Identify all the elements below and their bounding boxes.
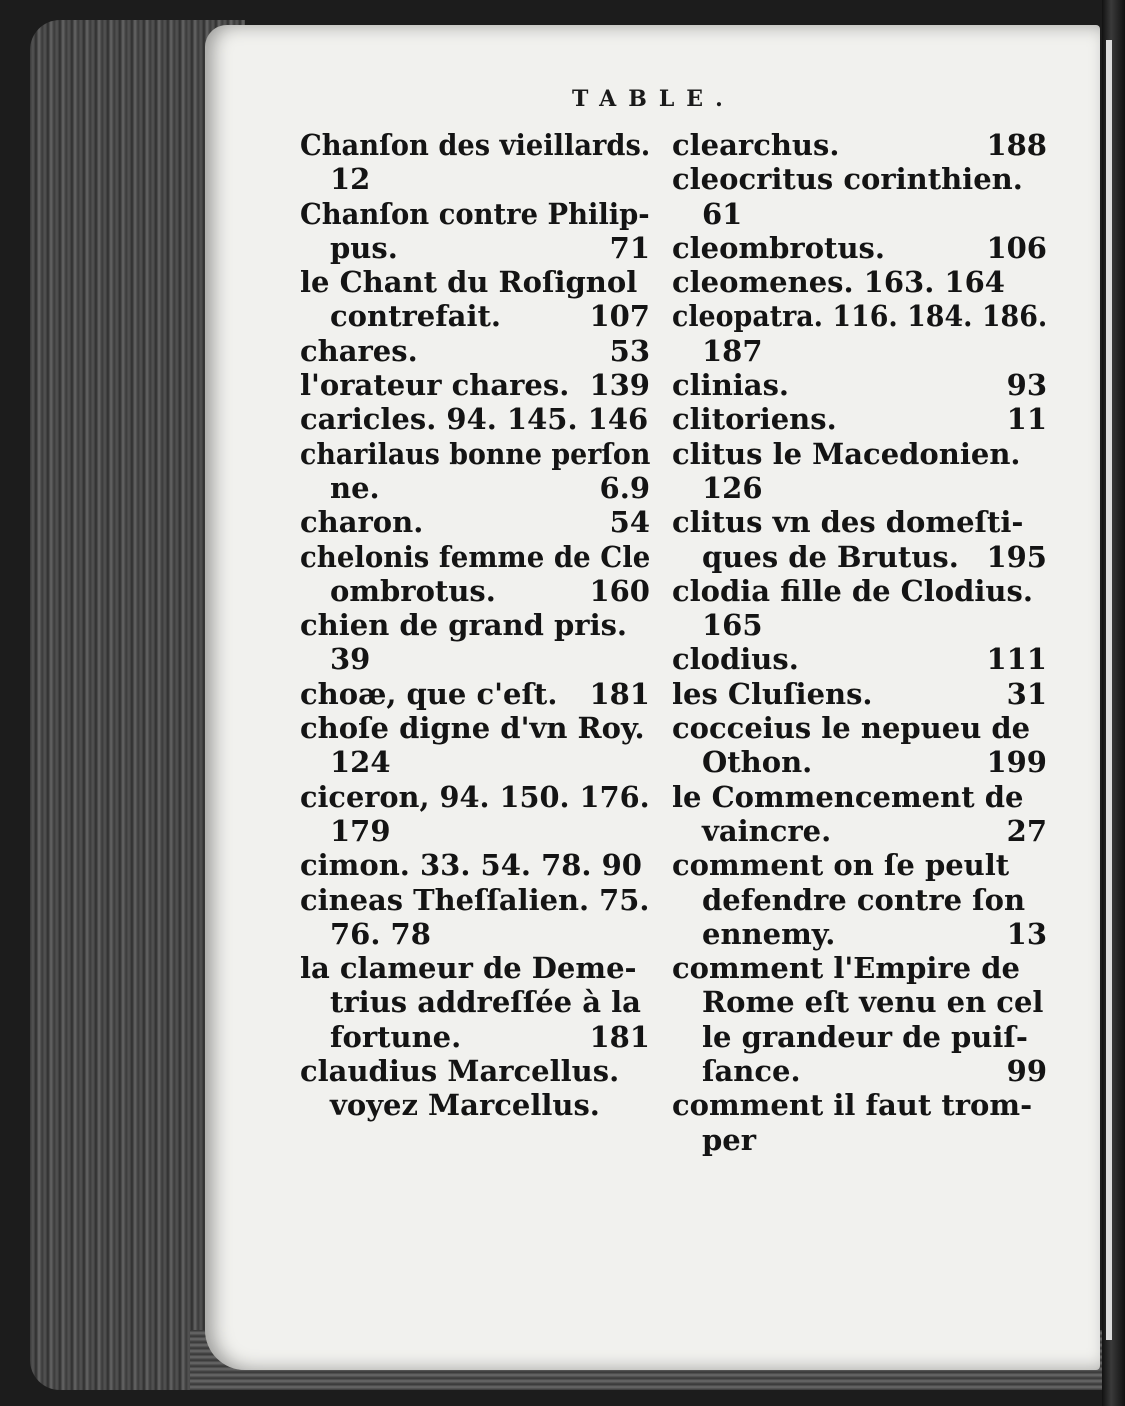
index-entry-line xyxy=(672,1088,1047,1122)
index-entry-text: cineas Theſſalien. 75. xyxy=(300,882,650,917)
index-entry-line xyxy=(672,197,1047,231)
index-entry-text: les Cluſiens. xyxy=(672,676,873,711)
index-page-number: 181 xyxy=(589,676,650,711)
index-entry-text: chien de grand pris. xyxy=(300,608,628,643)
index-entry-line xyxy=(300,711,650,745)
index-entry-text: comment l'Empire de xyxy=(672,951,1020,986)
index-entry-line xyxy=(300,368,650,402)
index-page-number: 106 xyxy=(986,230,1047,265)
index-page-number: 139 xyxy=(589,368,650,403)
index-entry-text: claudius Marcellus. xyxy=(300,1054,620,1089)
index-page-number: 181 xyxy=(589,1019,650,1054)
index-entry-text: clitus vn des domeſti- xyxy=(672,505,1024,540)
index-entry-text: 124 xyxy=(330,745,391,780)
index-entry-line xyxy=(672,402,1047,436)
index-page-number: 99 xyxy=(1006,1054,1047,1089)
index-entry-text: cleombrotus. xyxy=(672,230,885,265)
index-page-number: 93 xyxy=(1006,368,1047,403)
index-entry-text: chares. xyxy=(300,333,418,368)
index-page-number: 11 xyxy=(1006,402,1047,437)
index-entry-line xyxy=(300,1088,650,1122)
index-entry-text: clearchus. xyxy=(672,128,840,162)
index-page-number: 199 xyxy=(986,745,1047,780)
index-entry-text: le grandeur de puiſ- xyxy=(702,1019,1028,1054)
index-entry-text: caricles. 94. 145. 146 xyxy=(300,402,649,437)
index-page-number: 160 xyxy=(589,573,650,608)
index-entry-text: clitoriens. xyxy=(672,402,837,437)
index-entry-text: vaincre. xyxy=(702,813,832,848)
index-entry-text: per xyxy=(702,1122,757,1157)
index-entry-text: trius addreſſée à la xyxy=(330,985,641,1020)
index-entry-line xyxy=(300,883,650,917)
index-entry-line xyxy=(672,231,1047,265)
index-entry-text: 61 xyxy=(702,196,743,231)
index-entry-line xyxy=(672,608,1047,642)
index-entry-text: l'orateur chares. xyxy=(300,368,570,403)
index-page-number: 31 xyxy=(1006,676,1047,711)
index-entry-line xyxy=(300,1020,650,1054)
index-entry-text: clitus le Macedonien. xyxy=(672,436,1021,471)
index-entry-line xyxy=(672,1054,1047,1088)
index-entry-line xyxy=(672,745,1047,779)
index-page-number: 188 xyxy=(986,128,1047,162)
index-entry-text: clodia fille de Clodius. xyxy=(672,573,1033,608)
index-entry-text: ombrotus. xyxy=(330,573,496,608)
index-entry-line xyxy=(300,402,650,436)
index-entry-line xyxy=(672,368,1047,402)
index-page-number: 53 xyxy=(609,333,650,368)
index-entry-line xyxy=(672,437,1047,471)
index-entry-text: cimon. 33. 54. 78. 90 xyxy=(300,848,642,883)
index-entry-line xyxy=(300,608,650,642)
index-entry-line xyxy=(300,540,650,574)
index-entry-line xyxy=(300,1054,650,1088)
index-entry-text: ſance. xyxy=(702,1054,801,1089)
index-entry-text: defendre contre ſon xyxy=(702,882,1026,917)
index-entry-line xyxy=(672,128,1047,162)
index-entry-line xyxy=(300,334,650,368)
index-entry-line xyxy=(672,814,1047,848)
index-entry-line xyxy=(672,574,1047,608)
index-entry-text: 126 xyxy=(702,470,763,505)
index-entry-line xyxy=(672,1020,1047,1054)
index-entry-line xyxy=(300,299,650,333)
index-entry-text: cleopatra. 116. 184. 186. xyxy=(672,299,1048,334)
index-entry-line xyxy=(672,711,1047,745)
index-entry-line xyxy=(300,951,650,985)
index-column-left xyxy=(300,128,650,1123)
index-entry-line xyxy=(672,1123,1047,1157)
index-column-right xyxy=(672,128,1047,1157)
index-entry-text: le Chant du Roſignol xyxy=(300,265,638,300)
index-entry-line xyxy=(300,437,650,471)
index-entry-line xyxy=(672,985,1047,1019)
index-entry-text: comment on ſe peult xyxy=(672,848,1010,883)
index-entry-line xyxy=(300,162,650,196)
index-entry-text: cocceius le nepueu de xyxy=(672,711,1031,746)
index-entry-text: charilaus bonne perſon xyxy=(300,436,651,471)
index-entry-line xyxy=(300,642,650,676)
index-entry-text: pus. xyxy=(330,230,398,265)
index-entry-line xyxy=(300,848,650,882)
index-entry-line xyxy=(672,848,1047,882)
index-entry-line xyxy=(300,745,650,779)
index-entry-line xyxy=(300,917,650,951)
index-entry-line xyxy=(672,540,1047,574)
index-entry-line xyxy=(672,780,1047,814)
index-entry-text: cleocritus corinthien. xyxy=(672,162,1023,197)
index-entry-text: ques de Brutus. xyxy=(702,539,959,574)
index-entry-text: clodius. xyxy=(672,642,799,677)
index-entry-text: Othon. xyxy=(702,745,813,780)
index-entry-line xyxy=(300,677,650,711)
index-entry-text: Chanſon contre Philip- xyxy=(300,196,650,231)
index-entry-text: voyez Marcellus. xyxy=(330,1088,600,1123)
index-entry-line xyxy=(300,985,650,1019)
index-entry-text: Chanſon des vieillards. xyxy=(300,128,651,162)
index-entry-text: charon. xyxy=(300,505,424,540)
index-entry-text: chelonis femme de Cle xyxy=(300,539,651,574)
index-entry-text: ciceron, 94. 150. 176. xyxy=(300,779,650,814)
index-entry-line xyxy=(300,265,650,299)
index-entry-line xyxy=(672,505,1047,539)
index-entry-text: choſe digne d'vn Roy. xyxy=(300,711,645,746)
index-entry-line xyxy=(672,471,1047,505)
index-entry-text: 165 xyxy=(702,608,763,643)
index-entry-line xyxy=(300,197,650,231)
index-entry-line xyxy=(300,128,650,162)
index-entry-text: le Commencement de xyxy=(672,779,1024,814)
index-entry-line xyxy=(672,299,1047,333)
index-entry-text: 179 xyxy=(330,813,391,848)
index-entry-text: 39 xyxy=(330,642,371,677)
index-entry-line xyxy=(672,642,1047,676)
running-head: TABLE. xyxy=(572,86,735,112)
index-entry-text: Rome eſt venu en cel xyxy=(702,985,1044,1020)
facing-page-edge xyxy=(1102,0,1125,1406)
index-entry-line xyxy=(300,505,650,539)
index-entry-line xyxy=(672,677,1047,711)
index-entry-line xyxy=(672,917,1047,951)
index-entry-text: 76. 78 xyxy=(330,916,431,951)
index-entry-text: 12 xyxy=(330,162,371,197)
index-entry-line xyxy=(672,265,1047,299)
index-page-number: 111 xyxy=(986,642,1047,677)
index-entry-line xyxy=(672,162,1047,196)
index-entry-text: clinias. xyxy=(672,368,790,403)
index-entry-text: 187 xyxy=(702,333,763,368)
index-page-number: 54 xyxy=(609,505,650,540)
index-entry-line xyxy=(672,883,1047,917)
index-page-number: 107 xyxy=(589,299,650,334)
index-entry-line xyxy=(300,814,650,848)
index-entry-line xyxy=(300,574,650,608)
index-entry-text: ennemy. xyxy=(702,916,836,951)
index-entry-line xyxy=(300,231,650,265)
index-entry-text: comment il faut trom- xyxy=(672,1088,1033,1123)
index-entry-text: ne. xyxy=(330,470,380,505)
index-page-number: 6.9 xyxy=(599,470,650,505)
index-page-number: 71 xyxy=(609,230,650,265)
index-entry-line xyxy=(672,334,1047,368)
index-page-number: 13 xyxy=(1006,916,1047,951)
index-entry-text: la clameur de Deme- xyxy=(300,951,637,986)
index-page-number: 27 xyxy=(1006,813,1047,848)
index-entry-line xyxy=(672,951,1047,985)
index-entry-line xyxy=(300,471,650,505)
index-entry-text: contrefait. xyxy=(330,299,501,334)
index-entry-text: fortune. xyxy=(330,1019,462,1054)
index-entry-text: cleomenes. 163. 164 xyxy=(672,265,1005,300)
index-entry-line xyxy=(300,780,650,814)
index-entry-text: choæ, que c'eſt. xyxy=(300,676,558,711)
index-page-number: 195 xyxy=(986,539,1047,574)
